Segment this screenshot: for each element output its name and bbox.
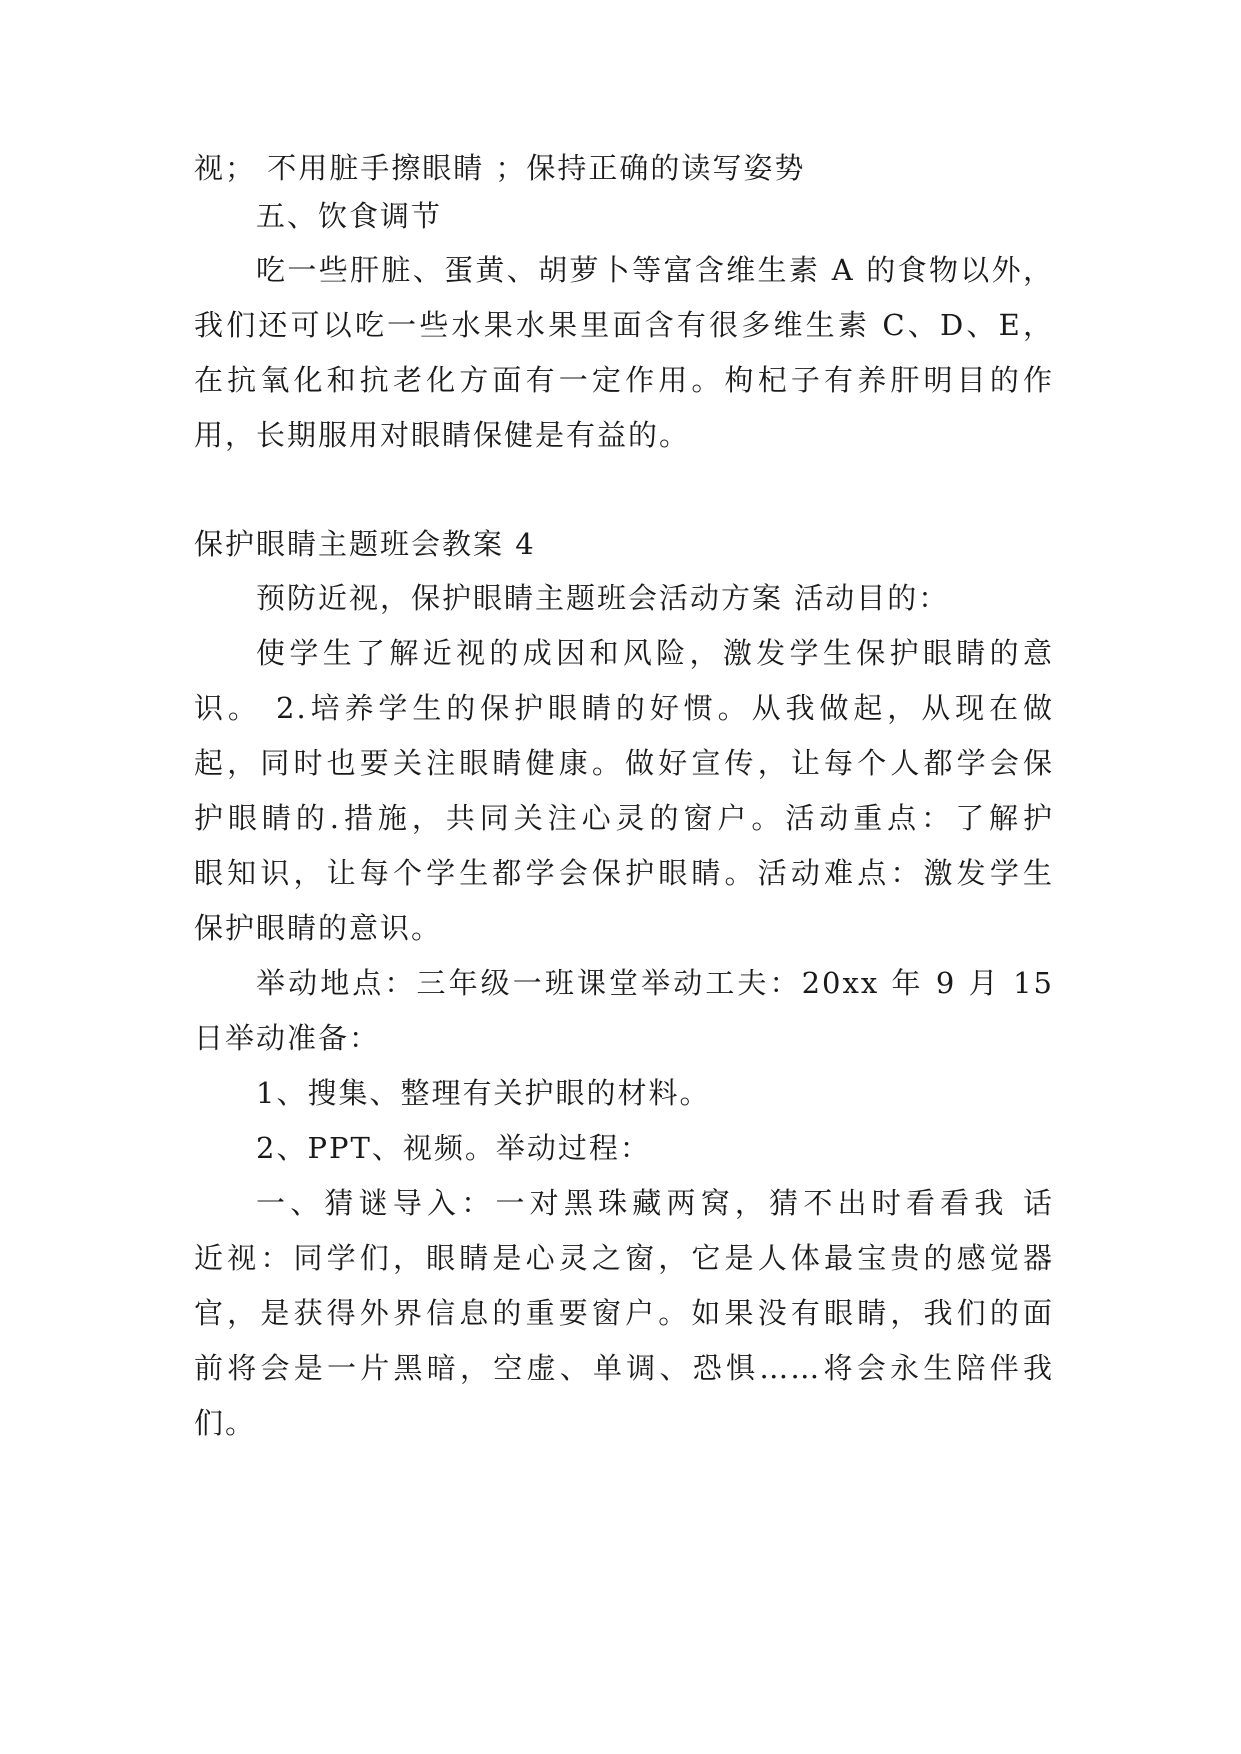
text-line: 在抗氧化和抗老化方面有一定作用。枸杞子有养肝明目的作 (194, 363, 1054, 397)
text-line: 使学生了解近视的成因和风险，激发学生保护眼睛的意 (256, 636, 1054, 670)
list-item: 1、搜集、整理有关护眼的材料。 (256, 1076, 711, 1110)
text-line: 们。 (194, 1406, 257, 1440)
text-line: 识。 2.培养学生的保护眼睛的好惯。从我做起，从现在做 (194, 691, 1054, 725)
text-line: 视； 不用脏手擦眼睛 ；保持正确的读写姿势 (194, 151, 806, 185)
text-line: 吃一些肝脏、蛋黄、胡萝卜等富含维生素 A 的食物以外， (256, 253, 1054, 287)
text-line: 官，是获得外界信息的重要窗户。如果没有眼睛，我们的面 (194, 1296, 1054, 1330)
section-heading: 五、饮食调节 (256, 199, 443, 233)
list-item: 2、PPT、视频。举动过程： (256, 1131, 651, 1165)
document-body (194, 0, 1054, 1754)
text-line: 日举动准备： (194, 1021, 381, 1055)
text-line: 举动地点：三年级一班课堂举动工夫：20xx 年 9 月 15 (256, 966, 1054, 1000)
text-line: 用，长期服用对眼睛保健是有益的。 (194, 418, 691, 452)
text-line: 我们还可以吃一些水果水果里面含有很多维生素 C、D、E， (194, 308, 1054, 342)
text-line: 护眼睛的.措施，共同关注心灵的窗户。活动重点：了解护 (194, 801, 1054, 835)
text-line: 前将会是一片黑暗，空虚、单调、恐惧……将会永生陪伴我 (194, 1351, 1054, 1385)
text-line: 预防近视，保护眼睛主题班会活动方案 活动目的： (256, 581, 950, 615)
text-line: 保护眼睛的意识。 (194, 911, 443, 945)
text-line: 眼知识，让每个学生都学会保护眼睛。活动难点：激发学生 (194, 856, 1054, 890)
text-line: 一、猜谜导入：一对黑珠藏两窝，猜不出时看看我 话 (256, 1186, 1054, 1220)
document-title: 保护眼睛主题班会教案 4 (194, 527, 536, 561)
text-line: 起，同时也要关注眼睛健康。做好宣传，让每个人都学会保 (194, 746, 1054, 780)
text-line: 近视：同学们，眼睛是心灵之窗，它是人体最宝贵的感觉器 (194, 1241, 1054, 1275)
